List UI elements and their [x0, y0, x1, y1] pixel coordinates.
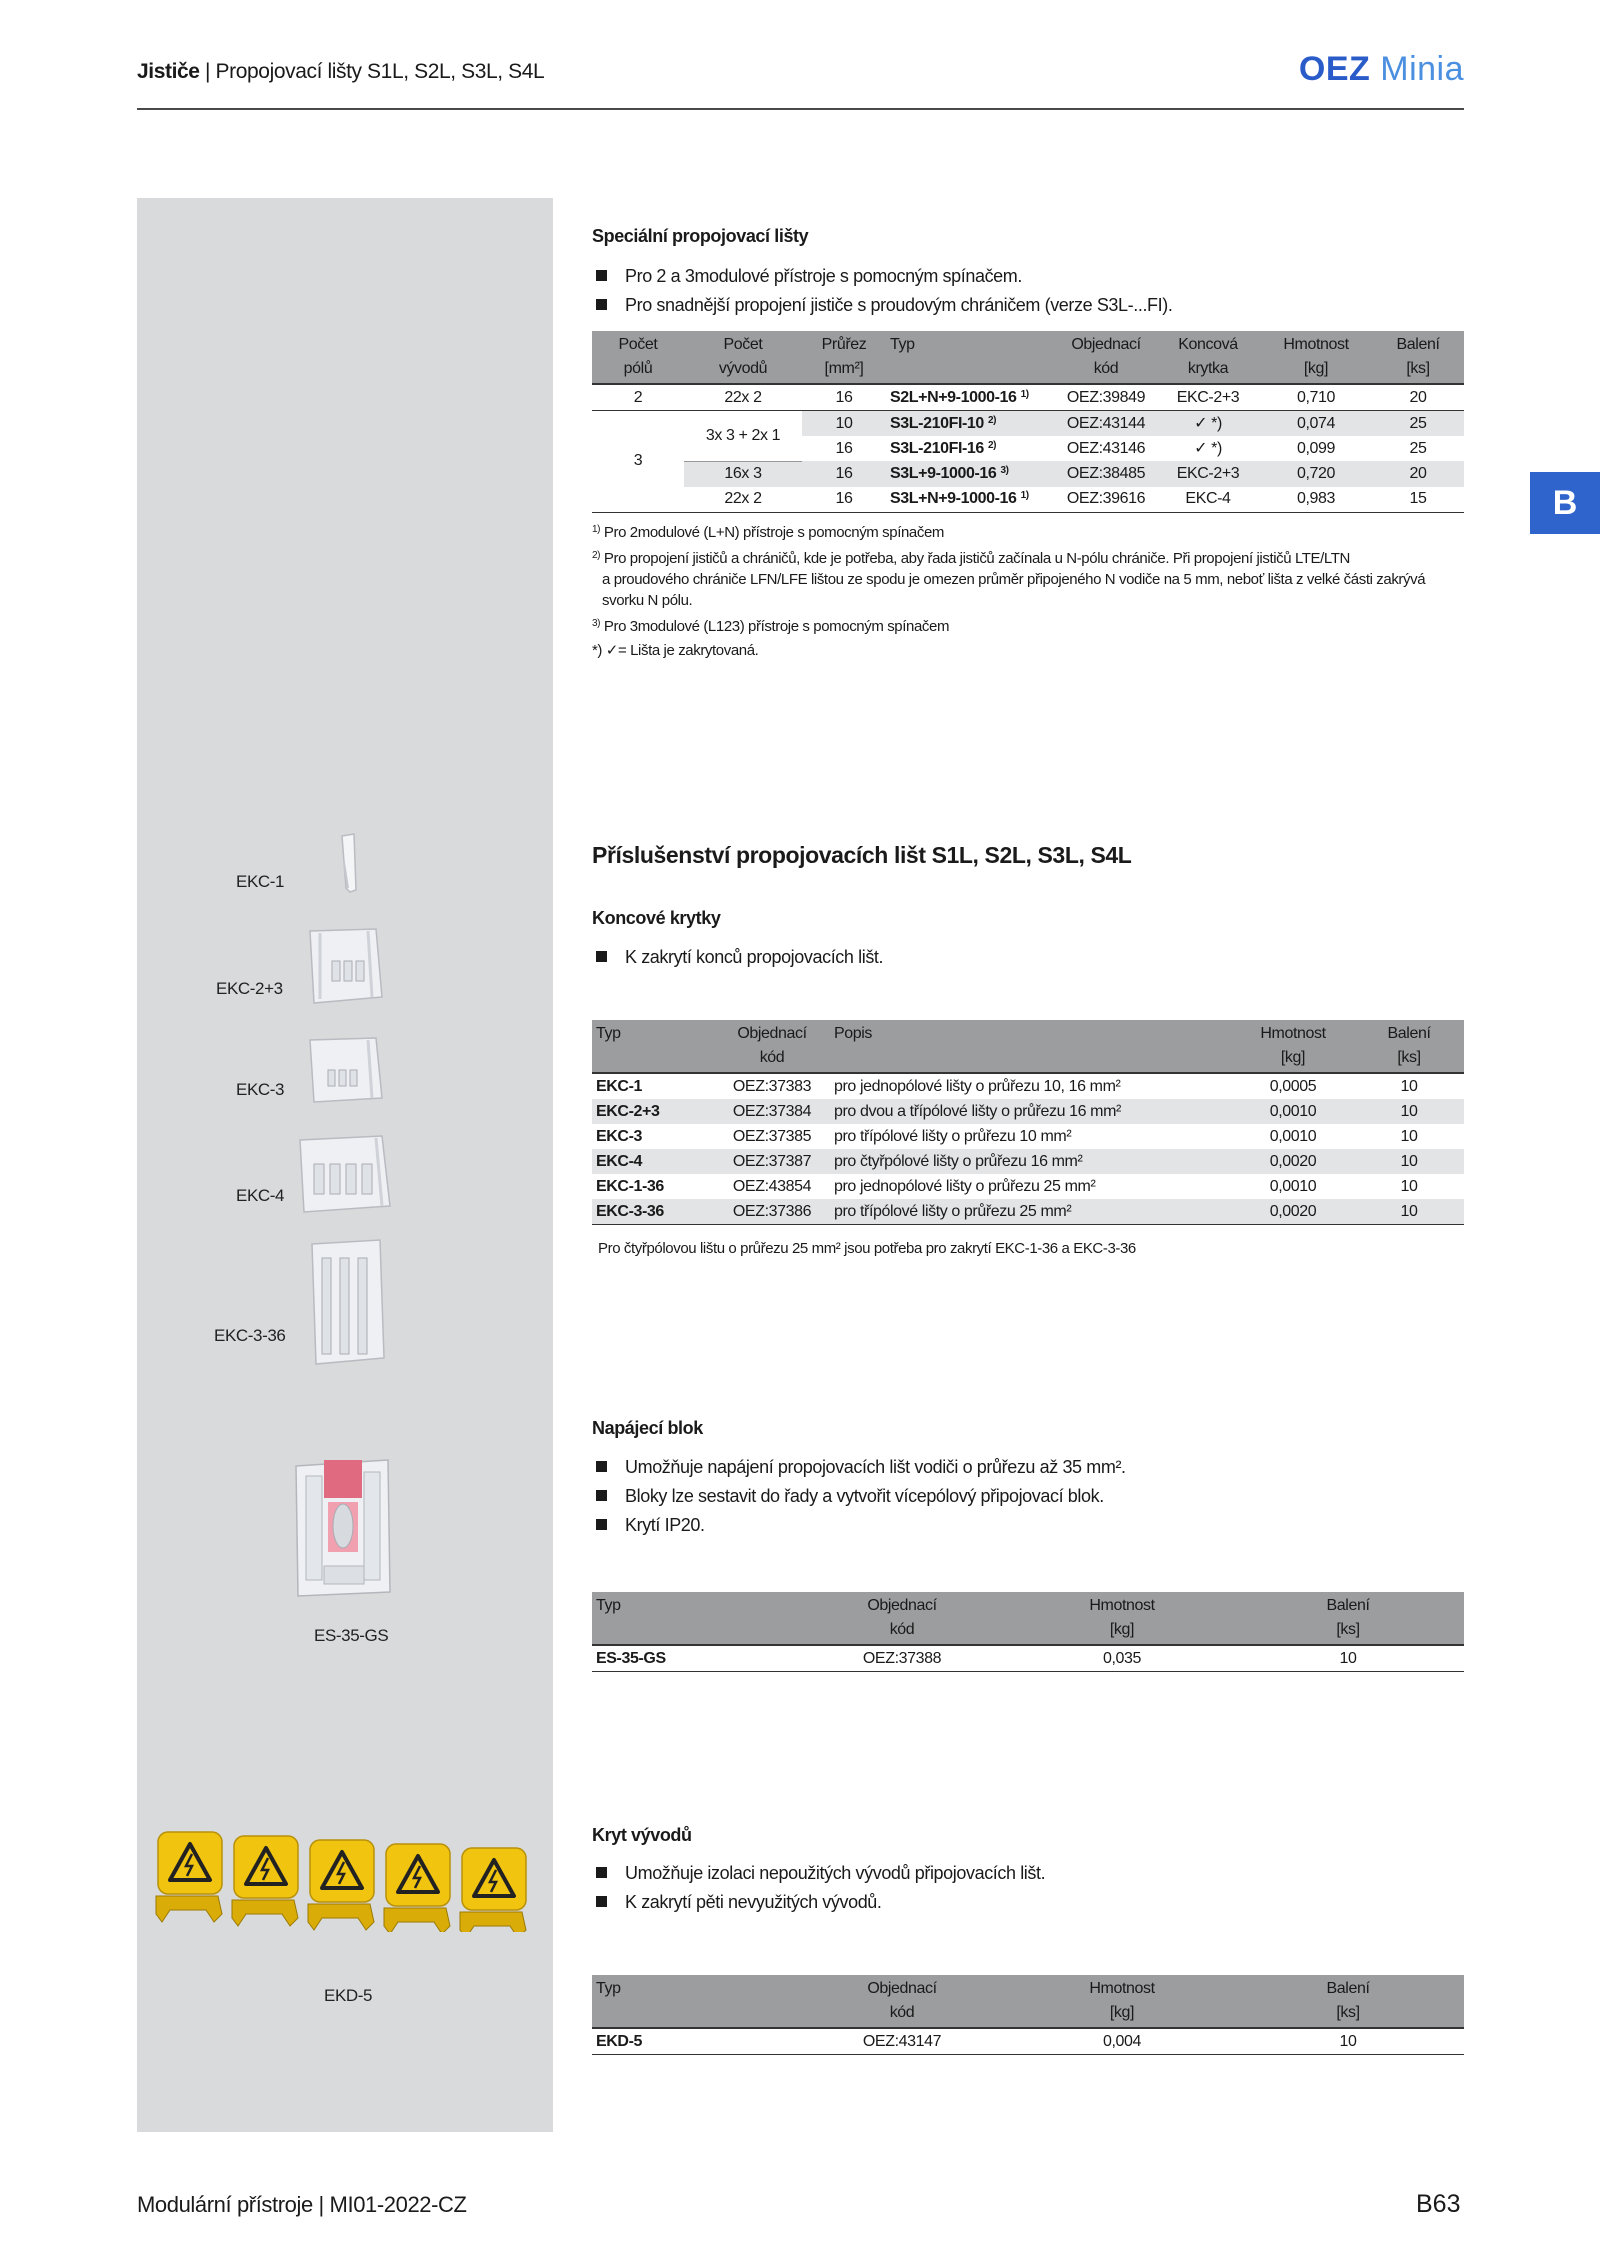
col-code: Objednací kód [792, 1592, 1012, 1645]
cover-bullet-2: K zakrytí pěti nevyužitých vývodů. [596, 1888, 882, 1917]
table-row: EKC-1-36 OEZ:43854 pro jednopólové lišty o průřezu 25 mm² 0,0010 10 [596, 1177, 1418, 1195]
col-poles: Počet pólů [592, 331, 684, 384]
cover-table-header [592, 1975, 1464, 2028]
special-footnotes [592, 522, 1472, 661]
col-cross: Průřez [mm²] [802, 331, 886, 384]
col-type: Typ [592, 1020, 722, 1073]
brand-light: Minia [1380, 50, 1464, 88]
footer-catalog: Modulární přístroje | MI01-2022-CZ [137, 2192, 467, 2217]
col-code: Objednací kód [722, 1020, 822, 1073]
section-tab[interactable]: B [1530, 472, 1600, 534]
page-header-title [137, 60, 544, 84]
warning-cover [156, 1832, 222, 1922]
col-type: Typ [592, 1975, 792, 2028]
col-pack: Balení [ks] [1232, 1975, 1464, 2028]
col-pack: Balení [ks] [1354, 1020, 1464, 1073]
header-separator: | [205, 60, 211, 83]
es-35-gs-image [288, 1446, 396, 1604]
ekc-4-image [296, 1130, 396, 1216]
accessories-title: Příslušenství propojovacích lišt S1L, S2L, S3L, S4L [592, 842, 1132, 868]
ekc-2-3-image [306, 925, 386, 1007]
supply-table-header [592, 1592, 1464, 1645]
supply-bullet-3: Krytí IP20. [596, 1511, 705, 1540]
warning-cover [232, 1836, 298, 1926]
ekd-5-image [148, 1826, 544, 1932]
supply-bullet-1: Umožňuje napájení propojovacích lišt vodiči o průřezu až 35 mm². [596, 1453, 1126, 1482]
ekc-1-image [332, 832, 364, 894]
table-row: EKC-2+3 OEZ:37384 pro dvou a třípólové lišty o průřezu 16 mm² 0,0010 10 [592, 1099, 1464, 1124]
col-type: Typ [886, 331, 1056, 384]
col-endcap: Koncová krytka [1156, 331, 1260, 384]
cover-title: Kryt vývodů [592, 1825, 692, 1845]
warning-cover [384, 1844, 450, 1932]
header-category: Jističe [137, 60, 200, 83]
col-pack: Balení [ks] [1232, 1592, 1464, 1645]
label-ekc-1: EKC-1 [236, 872, 285, 891]
warning-cover [308, 1840, 374, 1930]
cover-table [592, 1975, 1464, 2055]
col-weight: Hmotnost [kg] [1260, 331, 1372, 384]
special-table-header [592, 331, 1464, 384]
supply-bullet-2: Bloky lze sestavit do řady a vytvořit vícepólový připojovací blok. [596, 1482, 1104, 1511]
table-row: EKC-4 OEZ:37387 pro čtyřpólové lišty o průřezu 16 mm² 0,0020 10 [592, 1149, 1464, 1174]
table-row: 3 3x 3 + 2x 1 10 S3L-210FI-10 $^{2)}$ OEZ:43144 ✓ *) 0,074 25 [592, 411, 1464, 437]
table-row: ES-35-GS OEZ:37388 0,035 10 [592, 1645, 1464, 1672]
table-row: EKC-3 OEZ:37385 pro třípólové lišty o průřezu 10 mm² 0,0010 10 [596, 1127, 1418, 1145]
endcaps-title: Koncové krytky [592, 908, 721, 928]
cover-bullet-1: Umožňuje izolaci nepoužitých vývodů připojovacích lišt. [596, 1859, 1045, 1888]
brand-bold: OEZ [1298, 50, 1371, 88]
ekc-3-image [306, 1034, 386, 1106]
header-divider [137, 108, 1464, 110]
endcaps-table [592, 1020, 1464, 1225]
table-row: 16x 3 16 S3L+9-1000-16 $^{3)}$ OEZ:38485 EKC-2+3 0,720 20 [592, 461, 1464, 487]
special-bullet-1: Pro 2 a 3modulové přístroje s pomocným spínačem. [596, 262, 1022, 291]
col-weight: Hmotnost [kg] [1232, 1020, 1354, 1073]
col-weight: Hmotnost [kg] [1012, 1592, 1232, 1645]
label-ekc-3: EKC-3 [236, 1080, 285, 1099]
page-number: B63 [1416, 2190, 1461, 2218]
table-row: 16 S3L-210FI-16 $^{2)}$ OEZ:43146 ✓ *) 0,099 25 [835, 439, 1427, 457]
label-es-35-gs: ES-35-GS [314, 1626, 389, 1645]
supply-title: Napájecí blok [592, 1418, 703, 1438]
table-row: EKC-1 OEZ:37383 pro jednopólové lišty o průřezu 10, 16 mm² 0,0005 10 [596, 1077, 1418, 1095]
col-pack: Balení [ks] [1372, 331, 1464, 384]
table-row: EKC-3-36 OEZ:37386 pro třípólové lišty o průřezu 25 mm² 0,0020 10 [592, 1199, 1464, 1225]
special-bullet-2: Pro snadnější propojení jističe s proudovým chráničem (verze S3L-...FI). [596, 291, 1172, 320]
endcaps-note: Pro čtyřpólovou lištu o průřezu 25 mm² jsou potřeba pro zakrytí EKC-1-36 a EKC-3-36 [598, 1240, 1136, 1257]
ekc-3-36-image [306, 1238, 388, 1368]
table-row: 2 22x 2 16 S2L+N+9-1000-16 $^{1)}$ OEZ:39849 EKC-2+3 0,710 20 [592, 384, 1464, 411]
warning-cover [460, 1848, 526, 1932]
supply-table [592, 1592, 1464, 1672]
label-ekc-4: EKC-4 [236, 1186, 285, 1205]
footnote-2-line-3: svorku N pólu. [602, 592, 693, 609]
footnote-2-line-2: a proudového chrániče LFN/LFE lištou ze spodu je omezen průměr připojeného N vodiče na 5 mm, neboť lišta z velké části zakrývá [602, 571, 1426, 588]
footnote-1: $^{1)}$ Pro 2modulové (L+N) přístroje s pomocným spínačem [592, 524, 945, 541]
footnote-3: $^{3)}$ Pro 3modulové (L123) přístroje s pomocným spínačem [592, 618, 950, 635]
col-code: Objednací kód [792, 1975, 1012, 2028]
special-table [592, 331, 1464, 513]
label-ekd-5: EKD-5 [324, 1986, 373, 2005]
label-ekc-2-3: EKC-2+3 [216, 979, 283, 998]
footnote-2: $^{2)}$ Pro propojení jističů a chráničů, kde je potřeba, aby řada jističů začínala u N-pólu chrániče. Při propojení jističů LTE/LTN [592, 550, 1350, 567]
table-row: EKD-5 OEZ:43147 0,004 10 [592, 2028, 1464, 2055]
col-type: Typ [592, 1592, 792, 1645]
col-outlets: Počet vývodů [684, 331, 802, 384]
header-subtitle: Propojovací lišty S1L, S2L, S3L, S4L [215, 60, 545, 83]
footnote-4: *) ✓= Lišta je zakrytovaná. [592, 642, 759, 659]
col-desc: Popis [822, 1020, 1232, 1073]
brand-logo [1299, 50, 1464, 89]
special-section-title: Speciální propojovací lišty [592, 226, 809, 246]
endcaps-bullet: K zakrytí konců propojovacích lišt. [596, 943, 883, 972]
table-row: 22x 2 16 S3L+N+9-1000-16 $^{1)}$ OEZ:39616 EKC-4 0,983 15 [592, 487, 1464, 513]
endcaps-table-header [592, 1020, 1464, 1073]
col-code: Objednací kód [1056, 331, 1156, 384]
col-weight: Hmotnost [kg] [1012, 1975, 1232, 2028]
label-ekc-3-36: EKC-3-36 [214, 1326, 286, 1345]
